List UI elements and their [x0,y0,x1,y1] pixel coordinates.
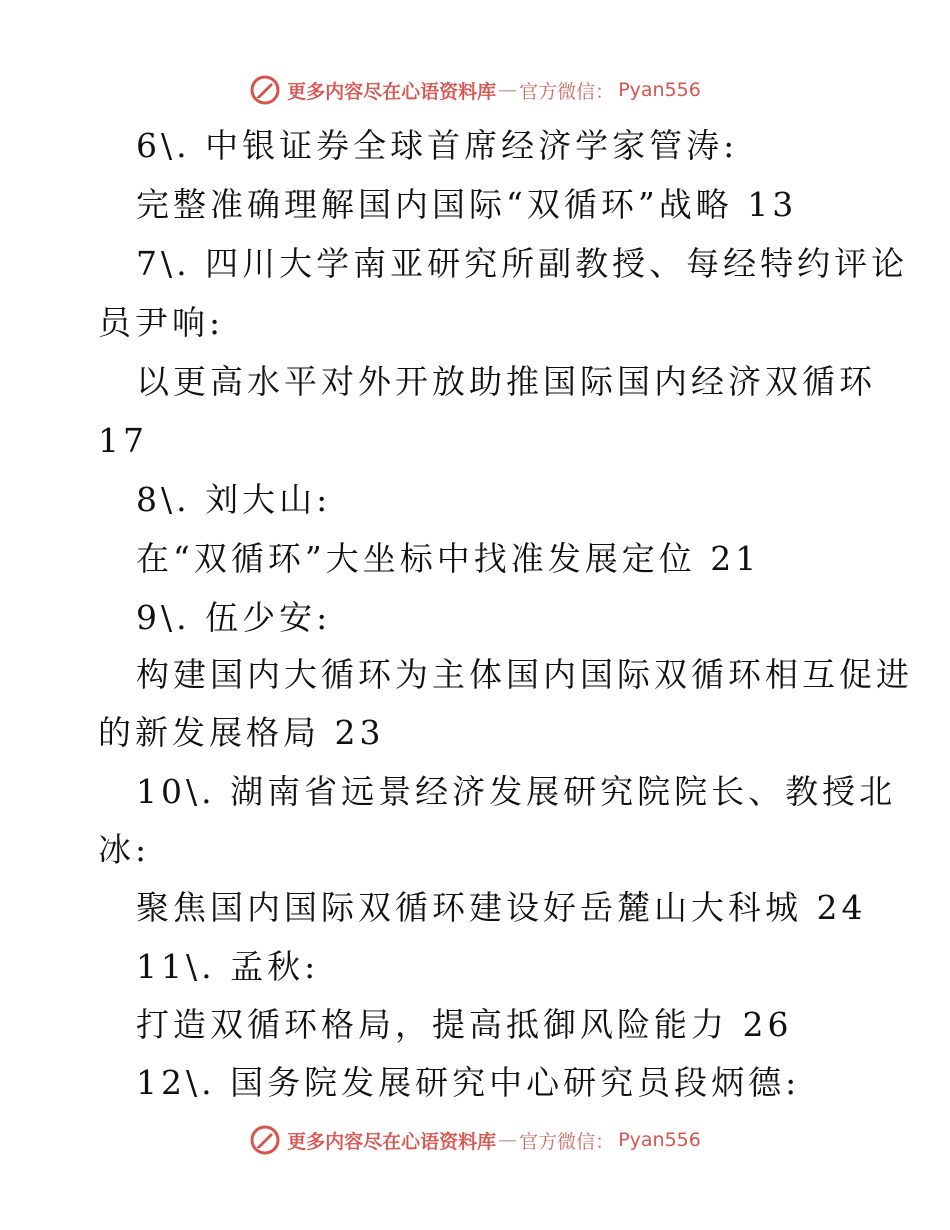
toc-line-9-title: 构建国内大循环为主体国内国际双循环相互促进 [136,655,913,694]
toc-line-11-heading: 11\. 孟秋: [136,947,320,986]
watermark-id: Pyan556 [618,79,701,101]
toc-line-9-title-cont: 的新发展格局 23 [98,713,385,752]
watermark-main-text: 更多内容尽在心语资料库 [287,80,497,103]
watermark-footer [0,1120,950,1160]
toc-line-8-title: 在“双循环”大坐标中找准发展定位 21 [136,539,761,578]
watermark-dash: — [498,1129,518,1151]
toc-line-7-heading-cont: 员尹响: [98,303,225,342]
toc-line-6-title: 完整准确理解国内国际“双循环”战略 13 [136,185,798,224]
toc-line-10-heading-cont: 冰: [98,830,151,869]
toc-line-11-title: 打造双循环格局，提高抵御风险能力 26 [136,1005,793,1044]
watermark-main-text: 更多内容尽在心语资料库 [287,1130,497,1153]
toc-line-10-heading: 10\. 湖南省远景经济发展研究院院长、教授北 [136,772,897,811]
toc-line-9-heading: 9\. 伍少安: [136,598,332,637]
toc-line-7-page: 17 [98,421,148,460]
watermark-sub-text: 官方微信： [519,80,615,103]
toc-line-7-title: 以更高水平对外开放助推国际国内经济双循环 [136,362,876,401]
toc-line-6-heading: 6\. 中银证券全球首席经济学家管涛: [136,126,739,165]
quill-logo-icon [249,1124,281,1156]
watermark-sub-text: 官方微信： [519,1130,615,1153]
watermark-dash: — [498,79,518,101]
toc-line-7-heading: 7\. 四川大学南亚研究所副教授、每经特约评论 [136,244,909,283]
watermark-id: Pyan556 [618,1129,701,1151]
toc-line-10-title: 聚焦国内国际双循环建设好岳麓山大科城 24 [136,888,867,927]
toc-line-8-heading: 8\. 刘大山: [136,480,332,519]
toc-line-12-heading: 12\. 国务院发展研究中心研究员段炳德: [136,1063,801,1102]
